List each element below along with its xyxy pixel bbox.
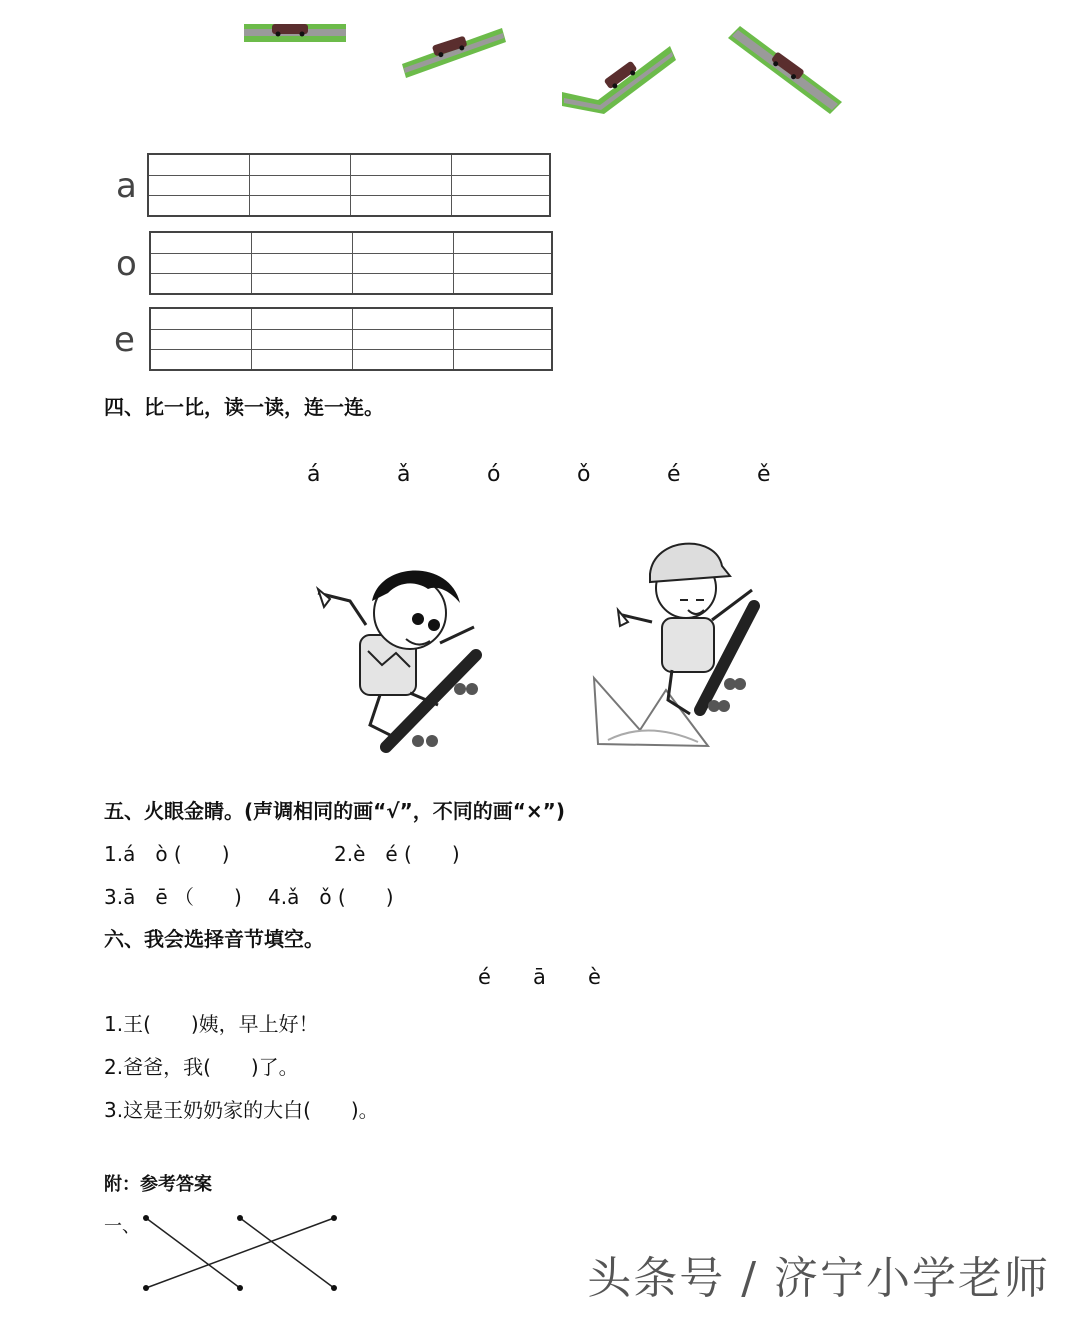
skateboard-boy-illustration (310, 555, 490, 755)
syllable-option[interactable]: ā (533, 965, 546, 989)
syllable-option[interactable]: é (478, 965, 491, 989)
section6-title: 六、我会选择音节填空。 (104, 927, 324, 951)
section6-item[interactable]: 2.爸爸，我( )了。 (104, 1055, 299, 1079)
writing-grid-a[interactable] (147, 153, 551, 217)
tone-option[interactable]: ǒ (577, 462, 591, 487)
writing-grid-e[interactable] (149, 307, 553, 371)
section5-item[interactable]: 4.ǎ ǒ ( ) (268, 885, 394, 909)
answer-label: 一、 (104, 1216, 140, 1237)
tone-option[interactable]: ǎ (397, 462, 411, 487)
section5-item[interactable]: 1.á ò ( ) (104, 842, 230, 866)
road-bend-illustration (558, 42, 678, 116)
tone-option[interactable]: ě (757, 462, 771, 487)
answers-title: 附：参考答案 (104, 1174, 212, 1195)
section5-item[interactable]: 2.è é ( ) (334, 842, 460, 866)
section5-title: 五、火眼金睛。(声调相同的画“√”，不同的画“×”) (104, 799, 565, 823)
road-downhill-illustration (724, 24, 846, 116)
section6-item[interactable]: 1.王( )姨，早上好！ (104, 1012, 319, 1036)
road-slope-illustration (398, 24, 510, 80)
grid-letter-o: o (116, 244, 137, 284)
watermark: 头条号 / 济宁小学老师 (587, 1253, 1050, 1304)
grid-letter-a: a (116, 166, 137, 206)
section5-item[interactable]: 3.ā ē （ ) (104, 885, 242, 909)
tone-option[interactable]: ó (487, 462, 501, 487)
syllable-option[interactable]: è (588, 965, 601, 989)
section4-title: 四、比一比，读一读，连一连。 (104, 395, 384, 419)
tone-option[interactable]: é (667, 462, 681, 487)
writing-grid-o[interactable] (149, 231, 553, 295)
road-straight-illustration (240, 18, 350, 48)
section6-item[interactable]: 3.这是王奶奶家的大白( )。 (104, 1098, 379, 1122)
skateboard-boy-jumping-illustration (588, 530, 772, 758)
grid-letter-e: e (114, 320, 135, 360)
matching-answer-diagram (136, 1208, 346, 1298)
tone-option[interactable]: á (307, 462, 321, 487)
